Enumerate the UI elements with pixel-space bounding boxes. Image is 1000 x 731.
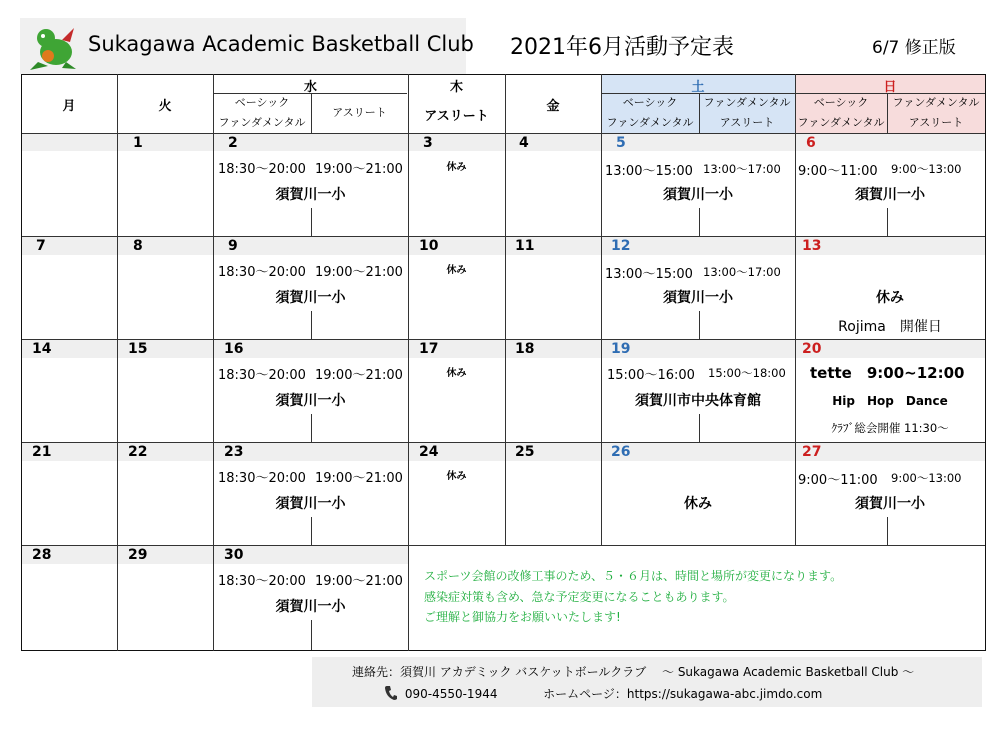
date-3: 3 — [423, 135, 433, 151]
week3-date-band — [21, 340, 985, 358]
header-friday: 金 — [546, 99, 560, 114]
w1-sun-time1: 9:00～11:00 — [798, 164, 878, 179]
document-title: 2021年6月活動予定表 — [510, 35, 734, 60]
w3-sun-note: ｸﾗﾌﾞ総会開催 11:30～ — [831, 421, 949, 435]
notes-block — [424, 566, 842, 628]
w5-wed-time2: 19:00～21:00 — [315, 574, 403, 589]
w2-sat-time2: 13:00～17:00 — [703, 265, 781, 279]
sat-basic-label: ベーシック — [622, 96, 678, 109]
w1-wed-time1: 18:30～20:00 — [218, 162, 306, 177]
date-27: 27 — [802, 444, 822, 460]
date-7: 7 — [36, 238, 46, 254]
footer-homepage[interactable]: ホームページ：https://sukagawa-abc.jimdo.com — [543, 687, 823, 701]
date-19: 19 — [611, 341, 631, 357]
note-line: ご理解と御協力をお願いいたします! — [424, 610, 621, 624]
dragon-logo-icon — [26, 22, 82, 72]
w1-sun-location: 須賀川一小 — [855, 187, 925, 203]
thu-athlete-label: アスリート — [424, 109, 489, 124]
date-24: 24 — [419, 444, 439, 460]
footer-phone: 090-4550-1944 — [404, 687, 498, 701]
club-name: Sukagawa Academic Basketball Club — [88, 32, 474, 56]
week4-date-band — [21, 443, 985, 461]
w3-sat-time1: 15:00～16:00 — [607, 368, 695, 383]
w5-wed-time1: 18:30～20:00 — [218, 574, 306, 589]
date-13: 13 — [802, 238, 822, 254]
w2-wed-location: 須賀川一小 — [275, 290, 346, 306]
header-thursday: 木 — [449, 80, 463, 95]
date-11: 11 — [515, 238, 535, 254]
w5-wed-location: 須賀川一小 — [275, 599, 346, 615]
note-line: スポーツ会館の改修工事のため、５・６月は、時間と場所が変更になります。 — [424, 569, 843, 583]
week1-date-band — [21, 134, 985, 151]
date-6: 6 — [806, 135, 816, 151]
sat-fundamental-label: ファンダメンタル — [606, 116, 694, 129]
w3-sat-time2: 15:00～18:00 — [708, 366, 786, 380]
footer-phone-row — [384, 685, 822, 704]
w4-wed-time2: 19:00～21:00 — [315, 471, 403, 486]
date-16: 16 — [224, 341, 244, 357]
footer — [312, 657, 982, 707]
date-12: 12 — [611, 238, 631, 254]
date-4: 4 — [519, 135, 529, 151]
w2-sun-rest: 休み — [876, 290, 904, 306]
header-saturday: 土 — [691, 80, 705, 95]
date-1: 1 — [133, 135, 143, 151]
sun-athlete-label: アスリート — [908, 116, 964, 129]
w1-sat-time1: 13:00～15:00 — [605, 164, 693, 179]
date-20: 20 — [802, 341, 822, 357]
w4-wed-location: 須賀川一小 — [275, 496, 346, 512]
header-wednesday: 水 — [303, 80, 317, 95]
w3-wed-time2: 19:00～21:00 — [315, 368, 403, 383]
date-8: 8 — [133, 238, 143, 254]
phone-icon — [384, 685, 398, 704]
date-15: 15 — [128, 341, 148, 357]
header-monday: 月 — [62, 99, 76, 114]
date-22: 22 — [128, 444, 148, 460]
note-line: 感染症対策も含め、急な予定変更になることもあります。 — [424, 589, 735, 604]
wed-fundamental-label: ファンダメンタル — [218, 116, 306, 129]
w2-thu-rest: 休み — [446, 265, 467, 276]
week5-date-band — [21, 546, 408, 564]
date-10: 10 — [419, 238, 439, 254]
date-9: 9 — [228, 238, 238, 254]
w3-wed-location: 須賀川一小 — [275, 393, 346, 409]
sun-fundamental-label: ファンダメンタル — [797, 116, 885, 129]
w3-wed-time1: 18:30～20:00 — [218, 368, 306, 383]
wed-athlete-label: アスリート — [332, 106, 387, 119]
w4-sat-rest: 休み — [684, 496, 712, 512]
date-18: 18 — [515, 341, 535, 357]
w1-sat-time2: 13:00～17:00 — [703, 162, 781, 176]
w4-sun-time1: 9:00～11:00 — [798, 473, 878, 488]
w4-sun-location: 須賀川一小 — [855, 496, 925, 512]
week2-date-band — [21, 237, 985, 255]
sat-athlete-label: アスリート — [719, 116, 775, 129]
w2-sun-note: Rojima 開催日 — [838, 319, 942, 335]
w1-wed-time2: 19:00～21:00 — [315, 162, 403, 177]
w1-sun-time2: 9:00～13:00 — [891, 162, 962, 176]
date-21: 21 — [32, 444, 52, 460]
revision-label: 6/7 修正版 — [872, 38, 956, 58]
w1-thu-rest: 休み — [446, 162, 467, 173]
header-tuesday: 火 — [158, 99, 172, 114]
date-25: 25 — [515, 444, 535, 460]
date-28: 28 — [32, 547, 52, 563]
w2-sat-location: 須賀川一小 — [663, 290, 733, 306]
date-23: 23 — [224, 444, 244, 460]
sat-fundamental2-label: ファンダメンタル — [703, 96, 791, 109]
w2-sat-time1: 13:00～15:00 — [605, 267, 693, 282]
w4-wed-time1: 18:30～20:00 — [218, 471, 306, 486]
date-17: 17 — [419, 341, 439, 357]
w3-sat-location: 須賀川市中央体育館 — [635, 393, 761, 409]
sun-basic-label: ベーシック — [813, 96, 869, 109]
w3-sun-event: tette 9:00~12:00 — [810, 364, 965, 382]
w3-thu-rest: 休み — [446, 368, 467, 379]
w2-wed-time1: 18:30～20:00 — [218, 265, 306, 280]
w1-wed-location: 須賀川一小 — [275, 187, 346, 203]
sun-fundamental2-label: ファンダメンタル — [892, 96, 980, 109]
footer-contact: 連絡先：須賀川 アカデミック バスケットボールクラブ ～ Sukagawa Academic Basketball Club ～ — [352, 665, 915, 679]
date-5: 5 — [616, 135, 626, 151]
w4-sun-time2: 9:00～13:00 — [891, 471, 962, 485]
w1-sat-location: 須賀川一小 — [663, 187, 733, 203]
header-sunday: 日 — [883, 80, 897, 95]
date-14: 14 — [32, 341, 52, 357]
date-30: 30 — [224, 547, 244, 563]
w3-sun-event2: Hip Hop Dance — [832, 394, 948, 408]
w2-wed-time2: 19:00～21:00 — [315, 265, 403, 280]
w4-thu-rest: 休み — [446, 471, 467, 482]
date-2: 2 — [228, 135, 238, 151]
wed-basic-label: ベーシック — [234, 96, 290, 109]
date-26: 26 — [611, 444, 631, 460]
date-29: 29 — [128, 547, 148, 563]
